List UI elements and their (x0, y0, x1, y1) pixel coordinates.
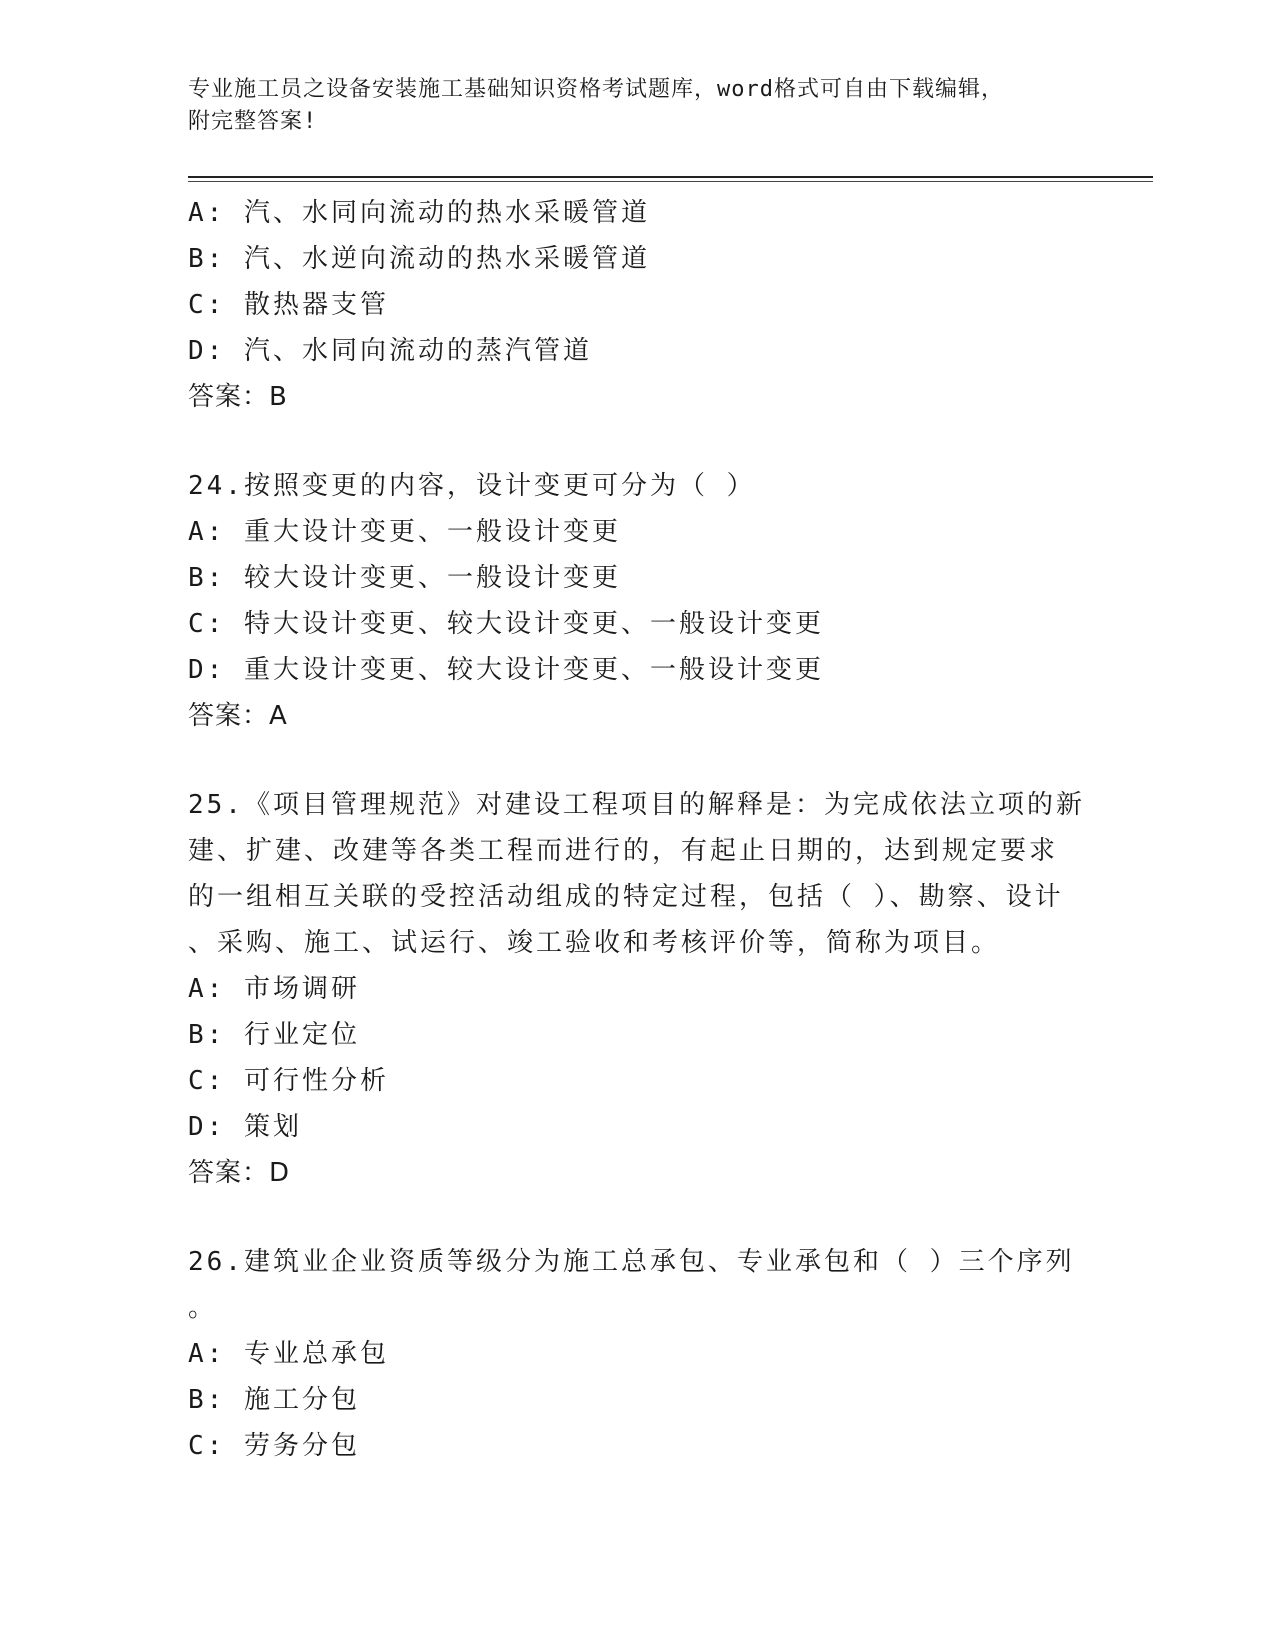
question-text-line: 的一组相互关联的受控活动组成的特定过程，包括（ ）、勘察、设计 (188, 882, 1064, 912)
header-title-line-1: 专业施工员之设备安装施工基础知识资格考试题库，word格式可自由下载编辑， (188, 77, 1004, 102)
answer-label: 答案：A (188, 701, 288, 731)
option-a: A: 专业总承包 (188, 1339, 389, 1369)
option-d: D: 重大设计变更、较大设计变更、一般设计变更 (188, 655, 824, 685)
header-title-line-2: 附完整答案! (188, 109, 318, 134)
question-text-line: 。 (188, 1293, 218, 1323)
header-divider-thin (188, 181, 1153, 182)
question-25 (188, 782, 1088, 1196)
question-text-line: 25.《项目管理规范》对建设工程项目的解释是：为完成依法立项的新 (188, 790, 1085, 820)
question-24 (188, 463, 1088, 739)
option-b: B: 行业定位 (188, 1020, 360, 1050)
question-26 (188, 1239, 1088, 1469)
document-header (188, 74, 1088, 138)
option-a: A: 重大设计变更、一般设计变更 (188, 517, 621, 547)
option-b: B: 较大设计变更、一般设计变更 (188, 563, 621, 593)
spacer (188, 739, 1088, 782)
option-c: C: 散热器支管 (188, 290, 389, 320)
question-text: 24.按照变更的内容，设计变更可分为（ ） (188, 471, 756, 501)
spacer (188, 1196, 1088, 1239)
option-c: C: 可行性分析 (188, 1066, 389, 1096)
question-text-line: 建、扩建、改建等各类工程而进行的，有起止日期的，达到规定要求 (188, 836, 1059, 866)
answer-label: 答案：D (188, 1158, 291, 1188)
question-text-line: 、采购、施工、试运行、竣工验收和考核评价等，简称为项目。 (188, 928, 1001, 958)
option-d: D: 汽、水同向流动的蒸汽管道 (188, 336, 592, 366)
header-divider-thick (188, 176, 1153, 178)
option-d: D: 策划 (188, 1112, 302, 1142)
option-c: C: 劳务分包 (188, 1431, 360, 1461)
question-text-line: 26.建筑业企业资质等级分为施工总承包、专业承包和（ ）三个序列 (188, 1247, 1075, 1277)
answer-label: 答案：B (188, 382, 288, 412)
question-content (188, 190, 1088, 1469)
option-a: A: 汽、水同向流动的热水采暖管道 (188, 198, 650, 228)
question-23 (188, 190, 1088, 420)
spacer (188, 420, 1088, 463)
option-a: A: 市场调研 (188, 974, 360, 1004)
option-b: B: 汽、水逆向流动的热水采暖管道 (188, 244, 650, 274)
option-c: C: 特大设计变更、较大设计变更、一般设计变更 (188, 609, 824, 639)
option-b: B: 施工分包 (188, 1385, 360, 1415)
